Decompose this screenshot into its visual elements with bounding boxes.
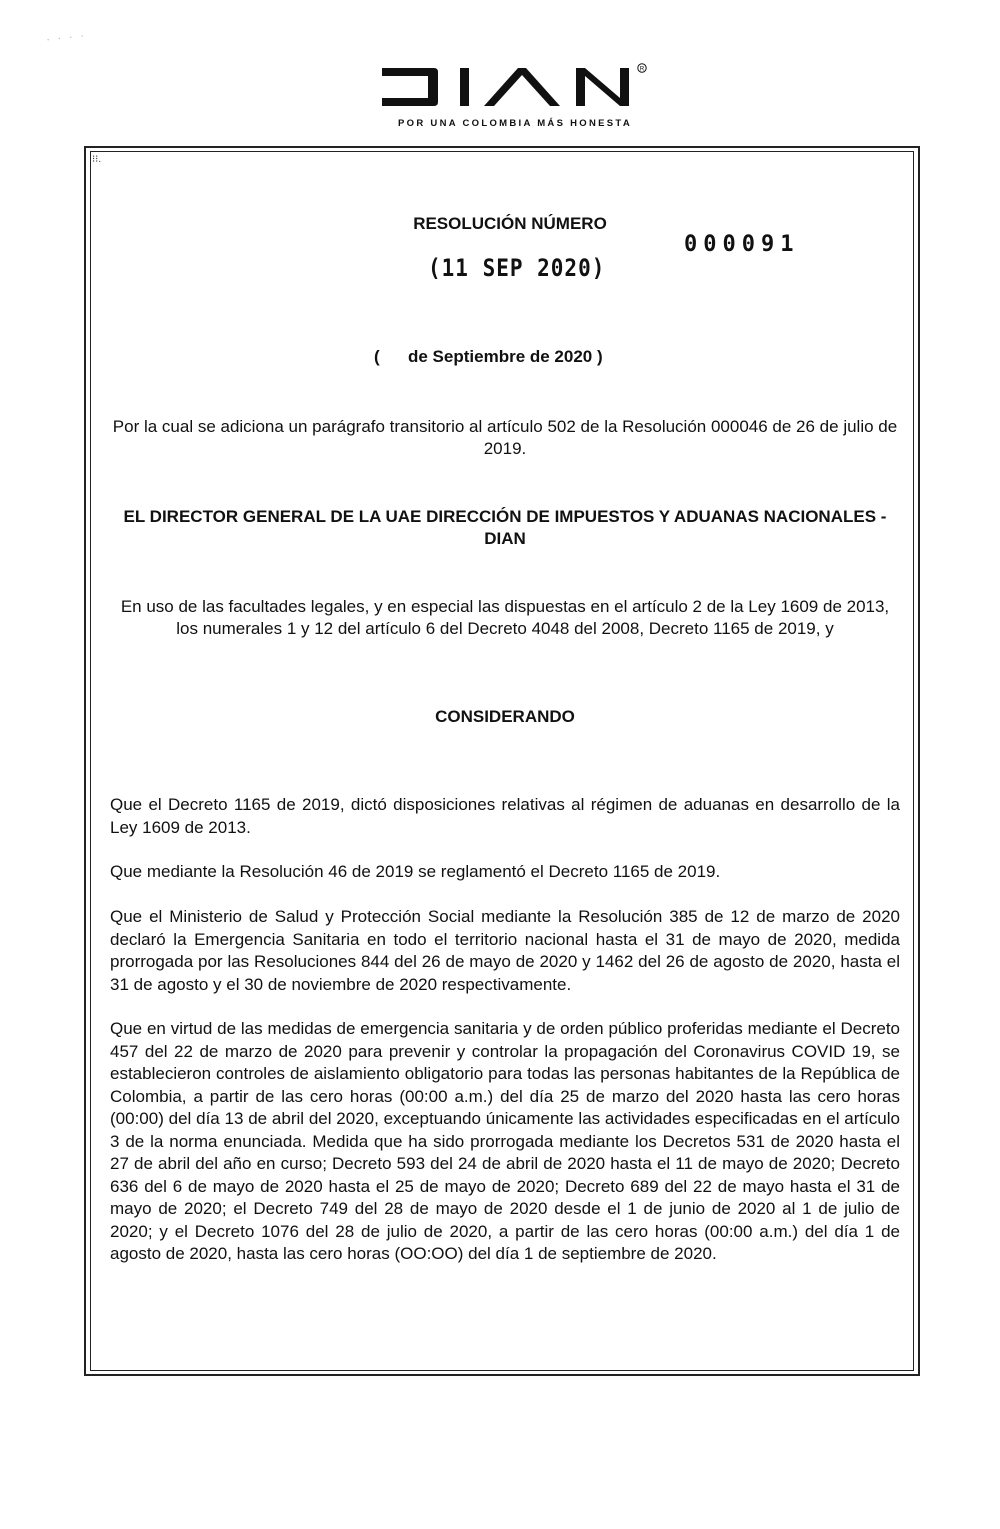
considering-paragraph: Que mediante la Resolución 46 de 2019 se reglamentó el Decreto 1165 de 2019. xyxy=(110,862,721,881)
resolution-title: RESOLUCIÓN NÚMERO xyxy=(413,214,607,233)
scan-artifact: · · · · xyxy=(45,27,87,47)
considering-paragraph: Que en virtud de las medidas de emergencia sanitaria y de orden público proferidas mediante el Decreto 457 del 22 de marzo de 2020 para prevenir y controlar la propagación del Coronavirus COVID 19, se establecieron controles de aislamiento obligatorio para todas las personas habitantes de la República de Colombia, a partir de las cero horas (00:00 a.m.) del día 25 de marzo del 2020 hasta las cero horas (00:00) del día 13 de abril del 2020, exceptuando únicamente las actividades especificadas en el artículo 3 de la norma enunciada. Medida que ha sido prorrogada mediante los Decretos 531 de 2020 hasta el 27 de abril del año en curso; Decreto 593 del 24 de abril de 2020 hasta el 11 de mayo de 2020; Decreto 636 del 6 de mayo de 2020 hasta el 25 de mayo de 2020; Decreto 689 del 22 de mayo hasta el 31 de mayo de 2020; el Decreto 749 del 28 de mayo de 2020 desde el 1 de junio de 2020 al 1 de julio de 2020; y el Decreto 1076 del 28 de julio de 2020, a partir de las cero horas (00:00 a.m.) del día 1 de agosto de 2020, hasta las cero horas (OO:OO) del día 1 de septiembre de 2020. xyxy=(110,1019,900,1263)
resolution-date-line: ( de Septiembre de 2020 ) xyxy=(374,347,603,366)
resolution-summary: Por la cual se adiciona un parágrafo transitorio al artículo 502 de la Resolución 000046 de 26 de julio de 2019. xyxy=(112,417,898,458)
frame-corner-mark: ⁝⁝. xyxy=(92,154,102,165)
logo-tagline: POR UNA COLOMBIA MÁS HONESTA xyxy=(398,118,632,129)
considering-heading: CONSIDERANDO xyxy=(435,707,575,726)
legal-powers: En uso de las facultades legales, y en especial las dispuestas en el artículo 2 de la Ley 1609 de 2013, los numerales 1 y 12 del artículo 6 del Decreto 4048 del 2008, Decreto 1165 de 2019, y xyxy=(120,597,890,638)
dian-logo xyxy=(380,62,650,132)
svg-text:R: R xyxy=(639,66,645,73)
considering-paragraph: Que el Ministerio de Salud y Protección Social mediante la Resolución 385 de 12 de marzo de 2020 declaró la Emergencia Sanitaria en todo el territorio nacional hasta el 31 de mayo de 2020, medida prorrogada por las Resoluciones 844 del 26 de mayo de 2020 y 1462 del 26 de agosto de 2020, hasta el 31 de agosto y el 30 de noviembre de 2020 respectivamente. xyxy=(110,907,900,994)
authority-heading: EL DIRECTOR GENERAL DE LA UAE DIRECCIÓN DE IMPUESTOS Y ADUANAS NACIONALES - DIAN xyxy=(123,507,887,548)
considering-paragraph: Que el Decreto 1165 de 2019, dictó disposiciones relativas al régimen de aduanas en desarrollo de la Ley 1609 de 2013. xyxy=(110,795,900,837)
date-stamp: (11 SEP 2020) xyxy=(428,254,606,282)
dian-logo-mark xyxy=(380,62,650,112)
resolution-number-stamp: 000091 xyxy=(684,232,800,257)
